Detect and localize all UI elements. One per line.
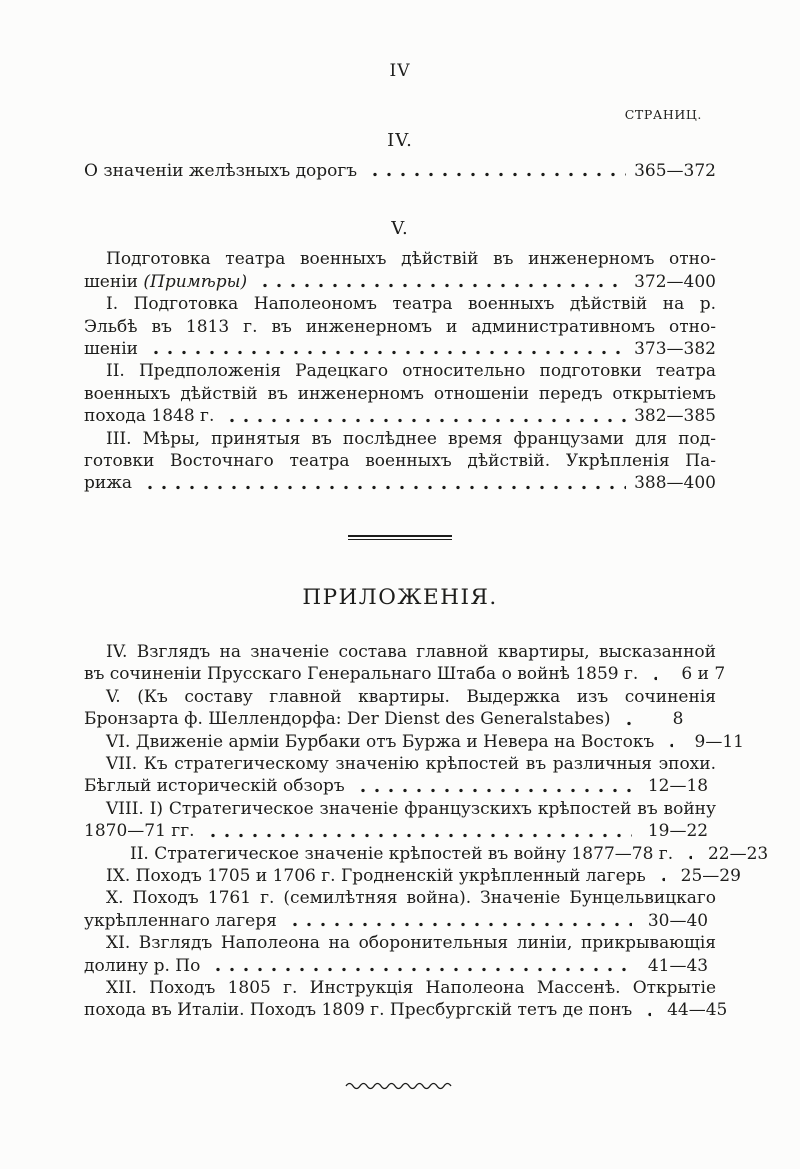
entry-text: рижа [84, 473, 132, 494]
entry-lastline [84, 775, 716, 797]
dot-leader [204, 820, 632, 842]
entry-text: въ сочиненіи Прусскаго Генеральнаго Штаба о войнѣ 1859 г. [84, 664, 639, 685]
section-v-entries [84, 248, 716, 494]
entry-line: готовки Восточнаго театра военныхъ дѣйствій. Укрѣпленія Па- [84, 451, 716, 472]
dot-leader [647, 663, 657, 685]
entry-line: III. Мѣры, принятыя въ послѣднее время французами для под- [106, 428, 716, 449]
entry-lastline [84, 708, 716, 730]
appendix-entry-4 [84, 753, 716, 798]
appendix-entry-2 [84, 686, 716, 731]
pages-column-header: СТРАНИЦ. [624, 107, 702, 122]
appendix-entries [84, 641, 769, 1022]
entry-lastline [84, 472, 716, 494]
entry-line: VIII. I) Стратегическое значеніе французскихъ крѣпостей въ войну [106, 798, 716, 819]
page-range: 41—43 [647, 955, 709, 976]
entry-line: IV. Взглядъ на значеніе состава главной квартиры, высказанной [106, 641, 716, 662]
entry-line: VII. Къ стратегическому значенію крѣпостей въ различныя эпохи. [106, 753, 716, 774]
entry-line: Подготовка театра военныхъ дѣйствій въ инженерномъ отно- [106, 249, 716, 270]
page-range: 25—29 [680, 865, 741, 886]
entry-text [84, 271, 247, 293]
dot-leader [209, 955, 632, 977]
page-range: 19—22 [647, 821, 709, 842]
text-column [84, 0, 769, 1090]
entry-lastline [84, 731, 744, 753]
entry-text-part: шеніи [84, 271, 144, 292]
appendix-entry-3 [84, 731, 744, 753]
page-range: 372—400 [634, 271, 716, 292]
page-range: 30—40 [647, 910, 709, 931]
entry-text: шеніи [84, 339, 138, 360]
entry-lastline [84, 865, 741, 887]
dot-leader [641, 999, 651, 1021]
entry-lastline [84, 405, 716, 427]
dot-leader [147, 338, 626, 360]
section-iv-entries [84, 160, 716, 182]
dot-leader [286, 910, 632, 932]
appendix-entry-8 [84, 887, 716, 932]
appendix-entry-9 [84, 932, 716, 977]
section-v-entry-2 [84, 293, 716, 360]
dot-leader [655, 865, 665, 887]
dot-leader [682, 843, 692, 865]
entry-line: I. Подготовка Наполеономъ театра военныхъ дѣйствій на р. [106, 294, 716, 315]
entry-lastline [84, 663, 726, 685]
entry-lastline [84, 910, 716, 932]
entry-line: V. (Къ составу главной квартиры. Выдержка изъ сочиненія [106, 686, 716, 707]
section-v [84, 218, 716, 494]
entry-text: IX. Походъ 1705 и 1706 г. Гродненскій укрѣпленный лагерь [106, 865, 646, 886]
entry-lastline [84, 160, 716, 182]
entry-lastline [84, 820, 716, 842]
dot-leader [620, 708, 632, 730]
page-range: 44—45 [667, 1000, 728, 1021]
entry-text: О значеніи желѣзныхъ дорогъ [84, 161, 358, 181]
dot-leader [141, 472, 626, 494]
entry-line: XII. Походъ 1805 г. Инструкція Наполеона Массенѣ. Открытіе [106, 977, 716, 998]
entry-line: Эльбѣ въ 1813 г. въ инженерномъ и административномъ отно- [84, 316, 716, 337]
entry-lastline [84, 271, 716, 293]
dot-leader [354, 775, 632, 797]
dot-leader [366, 160, 626, 182]
appendix-entry-5 [84, 798, 716, 843]
entry-text: долину р. По [84, 955, 201, 976]
entry-lastline [84, 999, 728, 1021]
page-range: 373—382 [634, 339, 716, 360]
entry-text: похода въ Италіи. Походъ 1809 г. Пресбургскій тетъ де понъ [84, 1000, 633, 1021]
entry-lastline [84, 955, 716, 977]
page-range: 22—23 [707, 843, 769, 864]
entry-text-italic: (Примѣры) [143, 271, 248, 292]
entry-line: военныхъ дѣйствій въ инженерномъ отношеніи передъ открытіемъ [84, 383, 716, 404]
page-range: 6 и 7 [681, 664, 726, 685]
entry-text: похода 1848 г. [84, 406, 215, 427]
entry-line: X. Походъ 1761 г. (семилѣтняя война). Значеніе Бунцельвицкаго [106, 888, 716, 909]
entry-lastline [84, 338, 716, 360]
entry-text: II. Стратегическое значеніе крѣпостей въ войну 1877—78 г. [130, 843, 674, 864]
entry-text: Бѣглый историческій обзоръ [84, 776, 345, 797]
entry-line: II. Предположенія Радецкаго относительно подготовки театра [106, 361, 716, 382]
section-v-entry-4 [84, 428, 716, 495]
entry-lastline [84, 843, 769, 865]
appendix-entry-1 [84, 641, 726, 686]
double-rule-divider [348, 535, 452, 540]
section-iv [84, 130, 716, 182]
entry-text: укрѣпленнаго лагеря [84, 910, 277, 931]
page-folio: IV [389, 61, 411, 81]
page-range: 388—400 [634, 473, 716, 494]
section-v-heading: V. [391, 218, 409, 240]
appendix-entry-6 [84, 843, 769, 865]
entry-line: XI. Взглядъ Наполеона на оборонительныя линіи, прикрывающія [106, 933, 716, 954]
section-v-entry-3 [84, 360, 716, 427]
entry-text: VI. Движеніе арміи Бурбаки отъ Буржа и Невера на Востокъ [106, 731, 655, 752]
appendix-entry-10 [84, 977, 728, 1022]
appendix-entry-7 [84, 865, 741, 887]
entry-text: 1870—71 гг. [84, 821, 195, 842]
section-iv-heading: IV. [387, 130, 413, 151]
dot-leader [256, 271, 626, 293]
page-range: 9—11 [694, 731, 744, 752]
page-range: 365—372 [634, 161, 716, 181]
section-v-entry-1 [84, 248, 716, 293]
section-iv-entry-1 [84, 160, 716, 182]
page-range: 12—18 [647, 776, 709, 797]
page-range: 382—385 [634, 406, 716, 427]
wavy-divider [344, 1080, 456, 1090]
page-range: 8 [672, 709, 684, 730]
dot-leader [223, 405, 626, 427]
entry-text: Бронзарта ф. Шеллендорфа: Der Dienst des Generalstabes) [84, 709, 611, 730]
dot-leader [663, 731, 673, 753]
appendix-heading: ПРИЛОЖЕНІЯ. [302, 584, 498, 610]
